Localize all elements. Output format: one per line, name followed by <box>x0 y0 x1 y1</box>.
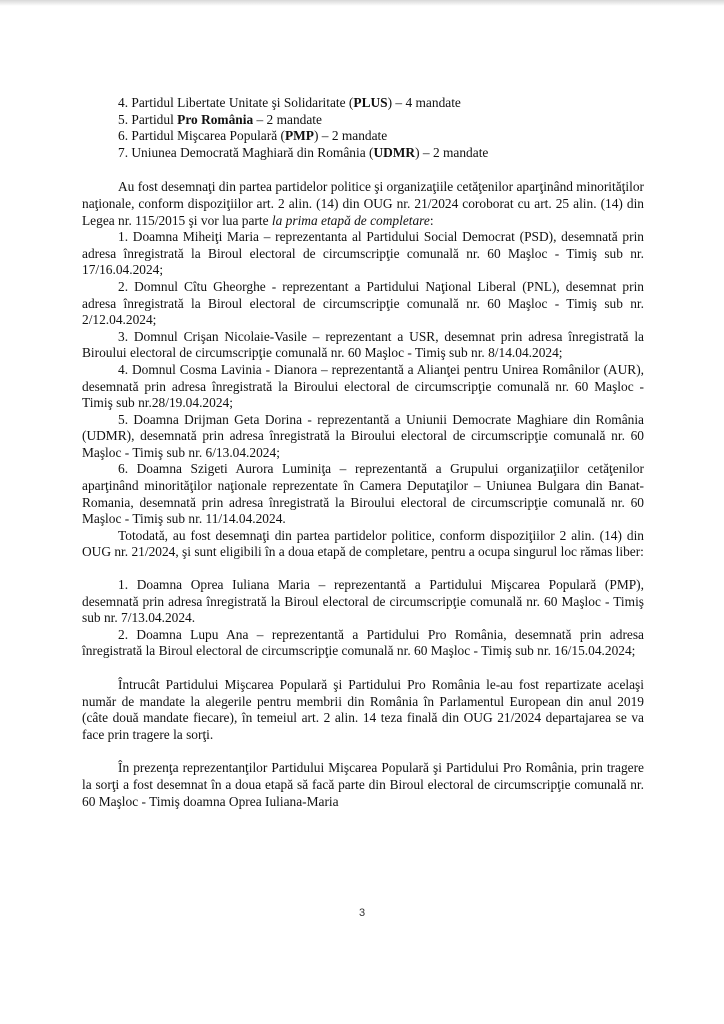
spacer <box>82 660 644 677</box>
first-stage-item: 6. Doamna Szigeti Aurora Luminiţa – reprezentantă a Grupului organizaţiilor cetăţenilor aparţinând minorităţilor naţionale reprezentate în Camera Deputaţilor – Uniunea Bulgara din Banat-Romania, desemnată prin adresa înregistrată la Biroului electoral de circumscripţie comunală nr. 60 Maşloc - Timiş sub nr. 11/14.04.2024. <box>82 461 644 527</box>
second-stage-item: 1. Doamna Oprea Iuliana Maria – reprezentantă a Partidului Mişcarea Populară (PMP), desemnată prin adresa înregistrată la Biroul electoral de circumscripţie comunală nr. 60 Maşloc - Timiş sub nr. 7/13.04.2024. <box>82 577 644 626</box>
first-stage-item: 1. Doamna Miheiţi Maria – reprezentanta al Partidului Social Democrat (PSD), desemnată prin adresa înregistrată la Biroul electoral de circumscripţie comunală nr. 60 Maşloc - Timiş sub nr. 17/16.04.2024; <box>82 229 644 278</box>
scan-edge-shadow <box>0 0 724 6</box>
page-number: 3 <box>358 907 366 919</box>
party-item-pro-romania: 5. Partidul Pro România – 2 mandate <box>118 111 322 127</box>
spacer <box>82 743 644 760</box>
tie-paragraph: Întrucât Partidului Mişcarea Populară şi Partidului Pro România le-au fost repartizate acelaşi număr de mandate la alegerile pentru membrii din România în Parlamentul European din anul 2019 (câte două mandate fiecare), în temeiul art. 2 alin. 14 teza finală din OUG 21/2024 departajarea se va face prin tragere la sorţi. <box>82 677 644 742</box>
draw-result-paragraph: În prezenţa reprezentanţilor Partidului Mişcarea Populară şi Partidului Pro România, prin tragere la sorţi a fost desemnat în a doua etapă să facă parte din Biroul electoral de circumscripţie comunală nr. 60 Maşloc - Timiş doamna Oprea Iuliana-Maria <box>82 760 644 809</box>
document-body <box>82 95 644 810</box>
intro-paragraph: Au fost desemnaţi din partea partidelor politice şi organizaţiile cetăţenilor aparţinând minorităţilor naţionale, conform dispoziţiilor art. 2 alin. (14) din OUG nr. 21/2024 coroborat cu art. 25 alin. (14) din Legea nr. 115/2015 şi vor lua parte la prima etapă de completare: <box>82 179 644 228</box>
second-stage-item: 2. Doamna Lupu Ana – reprezentantă a Partidului Pro România, desemnată prin adresa înregistrată la Biroul electoral de circumscripţie comunală nr. 60 Maşloc - Timiş sub nr. 16/15.04.2024; <box>82 626 644 659</box>
party-mandate-list <box>118 95 644 161</box>
second-stage-intro: Totodată, au fost desemnaţi din partea partidelor politice, conform dispoziţiilor 2 alin. (14) din OUG nr. 21/2024, şi sunt eligibili în a doua etapă de completare, pentru a ocupa singurul loc rămas liber: <box>82 527 644 560</box>
first-stage-item: 5. Doamna Drijman Geta Dorina - reprezentantă a Uniunii Democrate Maghiare din România (UDMR), desemnată prin adresa înregistrată la Biroului electoral de circumscripţie comunală nr. 60 Maşloc - Timiş sub nr. 6/13.04.2024; <box>82 411 644 460</box>
first-stage-item: 2. Domnul Cîtu Gheorghe - reprezentant a Partidului Naţional Liberal (PNL), desemnat prin adresa înregistrată la Biroul electoral de circumscripţie comunală nr. 60 Maşloc - Timiş sub nr. 2/12.04.2024; <box>82 278 644 328</box>
spacer <box>82 561 644 577</box>
party-item-udmr: 7. Uniunea Democrată Maghiară din România (UDMR) – 2 mandate <box>118 144 489 160</box>
party-item-pmp: 6. Partidul Mişcarea Populară (PMP) – 2 mandate <box>118 128 388 144</box>
party-item-plus: 4. Partidul Libertate Unitate şi Solidaritate (PLUS) – 4 mandate <box>118 95 461 110</box>
first-stage-item: 3. Domnul Crişan Nicolaie-Vasile – reprezentant a USR, desemnat prin adresa înregistrată la Biroului electoral de circumscripţie comunală nr. 60 Maşloc - Timiş sub nr. 8/14.04.2024; <box>82 328 644 361</box>
first-stage-item: 4. Domnul Cosma Lavinia - Dianora – reprezentantă a Alianţei pentru Unirea Românilor (AUR), desemnată prin adresa înregistrată la Biroului electoral de circumscripţie comunală nr. 60 Maşloc - Timiş sub nr.28/19.04.2024; <box>82 361 644 411</box>
